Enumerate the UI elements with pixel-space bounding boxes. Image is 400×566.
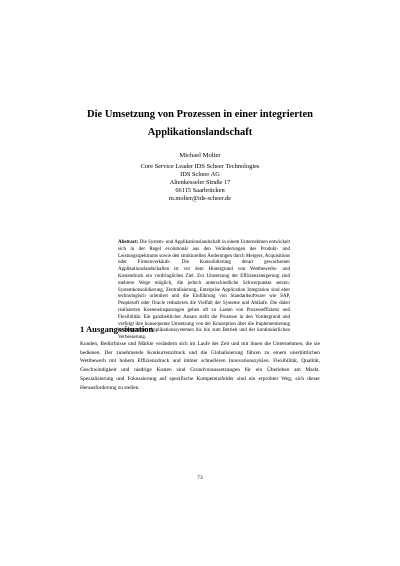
author-affiliation [0, 163, 400, 203]
affiliation-line: IDS Scheer AG [180, 171, 220, 178]
author-name: Michael Molter [179, 152, 221, 159]
page-number: 73 [197, 475, 203, 481]
abstract-label: Abstract: [118, 240, 139, 245]
affiliation-email: m.molter@ids-scheer.de [168, 195, 232, 202]
affiliation-line: 66115 Saarbrücken [175, 187, 225, 194]
affiliation-line: Altenkesseler Straße 17 [169, 179, 231, 186]
paper-title-line-1: Die Umsetzung von Prozessen in einer integrierten [87, 109, 313, 120]
section-body: Kunden, Bedürfnisse und Märkte verändern sich im Laufe der Zeit und mit ihnen die Unternehmen, die sie bedienen. Der zunehmende Konkurrenzdruck und die Globalisierung führen zu einem unerbittlichen Wettbewerb mit hohem Effizienzdruck und immer schnelleren Innovationszyklen. Flexibilität, Qualität, Geschwindigkeit und niedrige Kosten sind Grundvoraussetzungen für ein Überleben am Markt. Spezialisierung und Fokussierung auf spezifische Kompetenzfelder sind ein erprobter Weg, sich dieser Herausforderung zu stellen. [80, 341, 320, 391]
section-heading: 1 Ausgangssituation [80, 324, 154, 334]
paper-title-line-2: Applikationslandschaft [147, 127, 253, 138]
abstract-text: Die System- und Applikationslandschaft in einem Unternehmen entwickelt sich in der Regel evolutionär aus den Veränderungen des Produkt- und Leistungsspektrums sowie den strukturellen Änderungen durch Mergers, Acquisitions oder Firmenverkäufe. Die Konsolidierung derart gewachsener Applikationslandschaften ist vor dem Hintergrund von Wettbewerbs- und Kostendruck ein vordringliches Ziel. Zur Umsetzung der Effizienzsteigerung sind mehrere Wege möglich, die jedoch unterschiedliche Schwerpunkte setzen: Systemkonsolidierung, Zentralisierung, Enterprise Application Integration sind eher technologisch orientiert und die Einführung von Standardsoftware wie SAP, Peoplesoft oder Oracle reduzieren die Vielfalt der Systeme und Abläufe. Die dabei realisierten Kosteneinsparungen gehen oft zu Lasten von Prozesseffizienz und Flexibilität. Ein ganzheitlicher Ansatz stellt die Prozesse in den Vordergrund und verfolgt ihre konsequente Umsetzung von der Konzeption über die Implementierung in integrativen Applikationssystemen bis hin zum Betrieb und der kontinuierlichen Verbesserung. [118, 240, 290, 341]
affiliation-line: Core Service Leader IDS Scheer Technologies [140, 163, 260, 170]
